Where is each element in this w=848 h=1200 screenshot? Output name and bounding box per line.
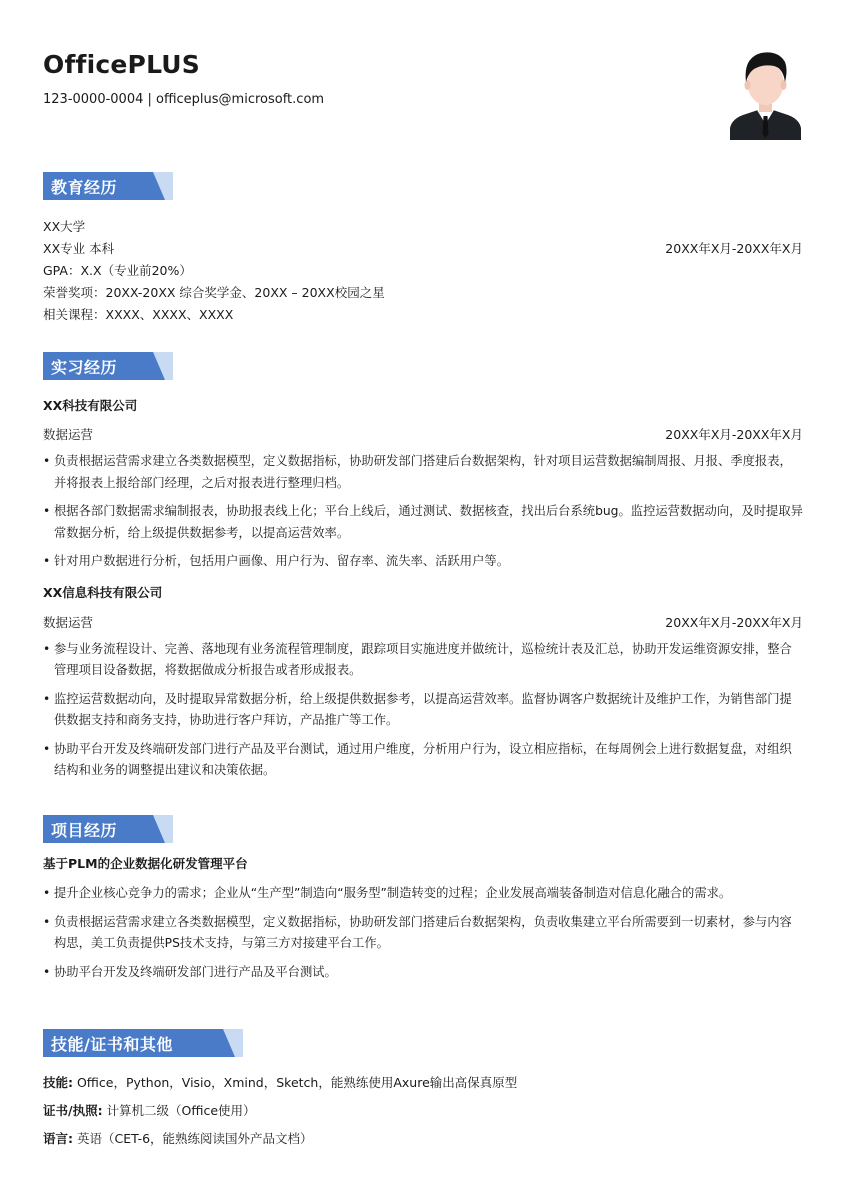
job-role: 数据运营 xyxy=(43,614,94,630)
job-bullet: • 监控运营数据动向，及时提取异常数据分析，给上级提供数据参考，以提高运营效率。监督协调客户数据统计及维护工作，为销售部门提供数据支持和商务支持，协助进行客户拜访，产品推广等工作。 xyxy=(43,689,803,732)
job-bullet: • 针对用户数据进行分析，包括用户画像、用户行为、留存率、流失率、活跃用户等。 xyxy=(43,551,803,573)
gpa: GPA：X.X（专业前20%） xyxy=(43,263,192,278)
job-bullet: • 参与业务流程设计、完善、落地现有业务流程管理制度，跟踪项目实施进度并做统计，巡检统计表及汇总，协助开发运维资源安排，整合管理项目设备数据，将数据做成分析报告或者形成报表。 xyxy=(43,639,803,682)
skill-value: Office，Python，Visio，Xmind，Sketch，能熟练使用Axure输出高保真原型 xyxy=(73,1075,518,1090)
courses: 相关课程：XXXX、XXXX、XXXX xyxy=(43,307,234,322)
skill-item xyxy=(43,1128,803,1156)
project-bullet: • 协助平台开发及终端研发部门进行产品及平台测试。 xyxy=(43,962,803,984)
job-bullet: • 负责根据运营需求建立各类数据模型，定义数据指标，协助研发部门搭建后台数据架构，针对项目运营数据编制周报、月报、季度报表，并将报表上报给部门经理，之后对报表进行整理归档。 xyxy=(43,451,803,494)
major-degree: XX专业 本科 xyxy=(43,241,115,256)
job-entry xyxy=(43,395,803,573)
avatar xyxy=(728,48,803,140)
job-bullet: • 根据各部门数据需求编制报表，协助报表线上化；平台上线后，通过测试、数据核查，找出后台系统bug。监控运营数据动向，及时提取异常数据分析，给上级提供数据参考，以提高运营效率。 xyxy=(43,501,803,544)
job-date: 20XX年X月-20XX年X月 xyxy=(665,427,803,442)
section-header xyxy=(43,1029,803,1057)
section-header xyxy=(43,172,803,200)
skill-key: 技能: xyxy=(43,1075,73,1090)
section-title: 项目经历 xyxy=(51,821,118,840)
job-row xyxy=(43,424,803,446)
school-name: XX大学 xyxy=(43,219,86,234)
job-role: 数据运营 xyxy=(43,427,94,442)
candidate-name: OfficePLUS xyxy=(43,50,201,79)
job-entry xyxy=(43,582,803,782)
project-section xyxy=(43,815,803,983)
skills-section xyxy=(43,1029,803,1156)
education-row xyxy=(43,238,803,260)
education-section xyxy=(43,172,803,326)
skill-value: 英语（CET-6，能熟练阅读国外产品文档） xyxy=(73,1131,313,1146)
project-name: 基于PLM的企业数据化研发管理平台 xyxy=(43,856,248,871)
project-bullet: • 负责根据运营需求建立各类数据模型，定义数据指标，协助研发部门搭建后台数据架构，负责收集建立平台所需要到一切素材，参与内容构思，美工负责提供PS技术支持，与第三方对接建平台工作。 xyxy=(43,912,803,955)
skill-item xyxy=(43,1100,803,1128)
job-bullet: • 协助平台开发及终端研发部门进行产品及平台测试，通过用户维度，分析用户行为，设立相应指标，在每周例会上进行数据复盘，对组织结构和业务的调整提出建议和决策依据。 xyxy=(43,739,803,782)
section-title: 教育经历 xyxy=(51,178,118,197)
company-name: XX信息科技有限公司 xyxy=(43,584,163,600)
contact-info: 123-0000-0004 | officeplus@microsoft.com xyxy=(43,92,325,107)
job-date: 20XX年X月-20XX年X月 xyxy=(665,614,803,630)
section-header xyxy=(43,352,803,380)
section-header xyxy=(43,815,803,843)
education-date: 20XX年X月-20XX年X月 xyxy=(665,241,803,256)
job-row xyxy=(43,612,803,634)
section-title: 技能/证书和其他 xyxy=(51,1035,173,1054)
skill-value: 计算机二级（Office使用） xyxy=(102,1103,256,1118)
project-bullet: • 提升企业核心竞争力的需求；企业从“生产型”制造向“服务型”制造转变的过程；企业发展高端装备制造对信息化融合的需求。 xyxy=(43,883,803,905)
skill-key: 语言: xyxy=(43,1131,73,1146)
section-title: 实习经历 xyxy=(51,358,118,377)
company-name: XX科技有限公司 xyxy=(43,398,138,413)
skill-key: 证书/执照: xyxy=(43,1103,103,1118)
internship-section xyxy=(43,352,803,782)
honors: 荣誉奖项：20XX-20XX 综合奖学金、20XX – 20XX校园之星 xyxy=(43,285,385,300)
skill-item xyxy=(43,1072,803,1100)
